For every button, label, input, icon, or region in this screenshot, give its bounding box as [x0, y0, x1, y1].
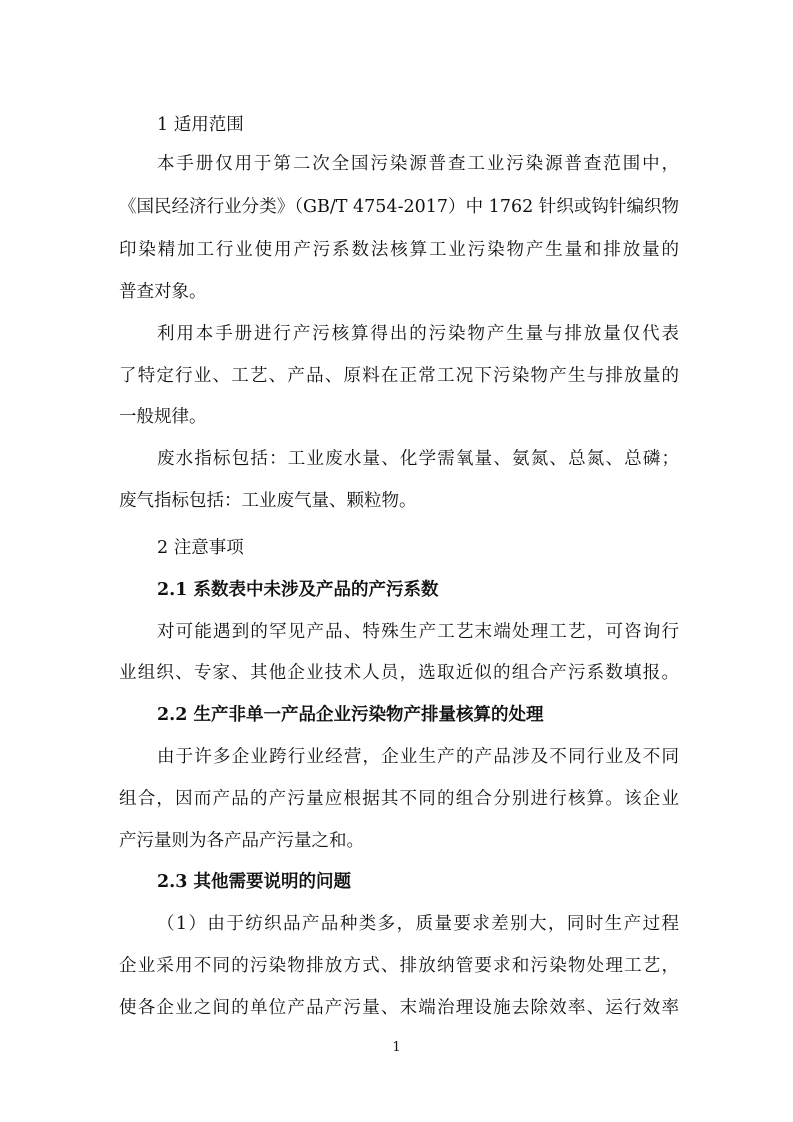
- subsection-2-2-line-2: 组合，因而产品的产污量应根据其不同的组合分别进行核算。该企业: [119, 789, 679, 809]
- subsection-2-3-heading: 2.3 其他需要说明的问题: [157, 872, 352, 892]
- page-number: 1: [392, 1040, 401, 1055]
- subsection-2-3-line-3: 使各企业之间的单位产品产污量、末端治理设施去除效率、运行效率: [119, 998, 679, 1018]
- section-2-heading: 2 注意事项: [157, 538, 244, 558]
- subsection-2-1-line-2: 业组织、专家、其他企业技术人员，选取近似的组合产污系数填报。: [119, 663, 679, 683]
- section-1-para-1-line-2: 《国民经济行业分类》（GB/T 4754-2017）中 1762 针织或钩针编织物: [119, 197, 679, 217]
- section-1-heading: 1 适用范围: [157, 115, 244, 135]
- subsection-2-2-heading: 2.2 生产非单一产品企业污染物产排量核算的处理: [157, 705, 544, 725]
- subsection-2-2-line-3: 产污量则为各产品产污量之和。: [119, 831, 364, 851]
- subsection-2-2-line-1: 由于许多企业跨行业经营，企业生产的产品涉及不同行业及不同: [157, 747, 679, 767]
- section-1-para-1-line-4: 普查对象。: [119, 282, 207, 302]
- section-1-para-3-line-1: 废水指标包括：工业废水量、化学需氧量、氨氮、总氮、总磷；: [157, 449, 679, 469]
- section-1-para-1-line-1: 本手册仅用于第二次全国污染源普查工业污染源普查范围中，: [157, 154, 679, 174]
- section-1-para-3-line-2: 废气指标包括：工业废气量、颗粒物。: [119, 491, 417, 511]
- section-1-para-2-line-3: 一般规律。: [119, 407, 207, 427]
- section-1-para-2-line-2: 了特定行业、工艺、产品、原料在正常工况下污染物产生与排放量的: [119, 366, 679, 386]
- section-1-para-1-line-3: 印染精加工行业使用产污系数法核算工业污染物产生量和排放量的: [119, 240, 679, 260]
- subsection-2-1-heading: 2.1 系数表中未涉及产品的产污系数: [157, 580, 439, 600]
- subsection-2-3-line-2: 企业采用不同的污染物排放方式、排放纳管要求和污染物处理工艺，: [119, 956, 679, 976]
- subsection-2-1-line-1: 对可能遇到的罕见产品、特殊生产工艺末端处理工艺，可咨询行: [157, 622, 679, 642]
- subsection-2-3-line-1: （1）由于纺织品产品种类多，质量要求差别大，同时生产过程: [157, 914, 679, 934]
- section-1-para-2-line-1: 利用本手册进行产污核算得出的污染物产生量与排放量仅代表: [157, 324, 679, 344]
